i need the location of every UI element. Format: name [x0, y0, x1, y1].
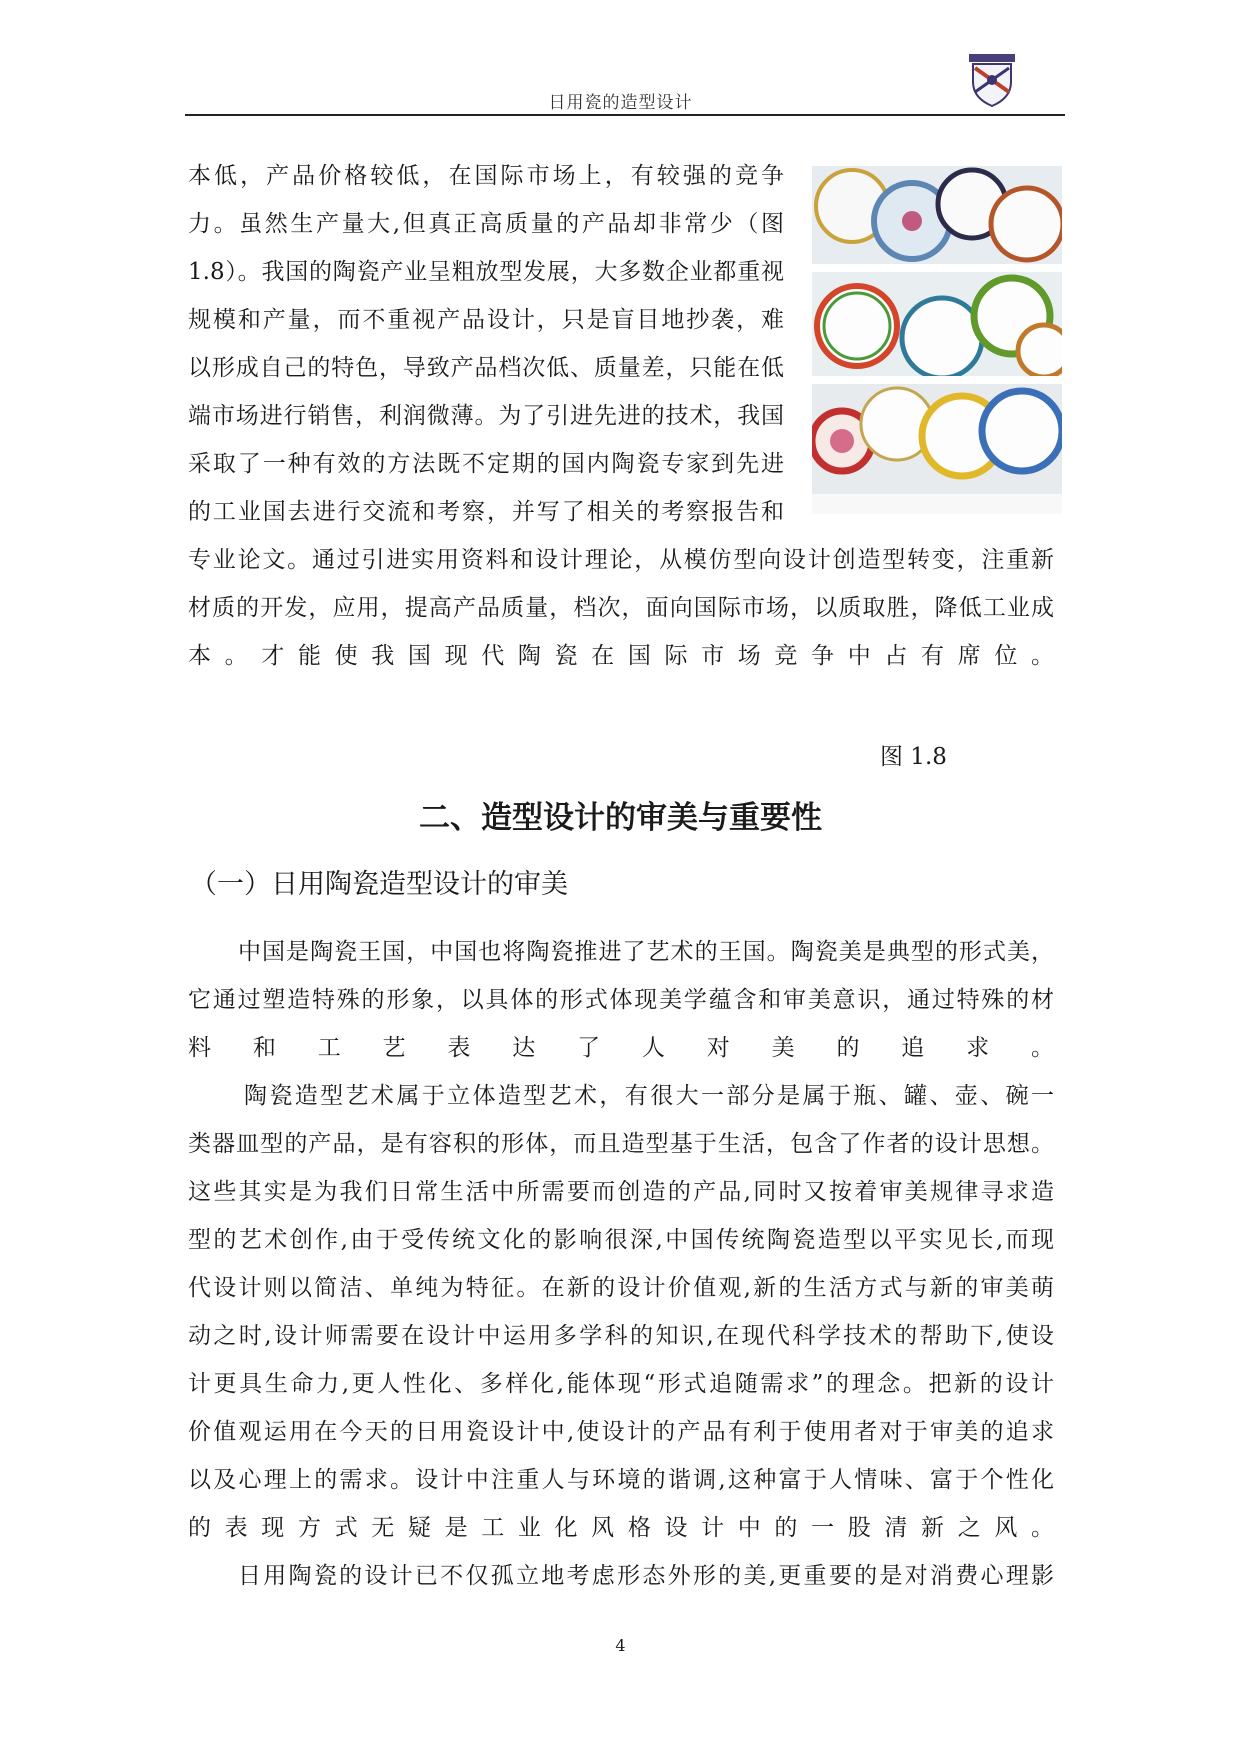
text-line: 计更具生命力,更人性化、多样化,能体现“形式追随需求”的理念。把新的设计: [188, 1371, 1054, 1397]
text-line: 本低，产品价格较低，在国际市场上，有较强的竞争: [188, 163, 784, 189]
text-line: 它通过塑造特殊的形象，以具体的形式体现美学蕴含和审美意识，通过特殊的材: [188, 987, 1054, 1013]
intro-paragraph-wrapped: [188, 152, 784, 536]
text-line: 以及心理上的需求。设计中注重人与环境的谐调,这种富于人情味、富于个性化: [188, 1467, 1054, 1493]
aesthetics-paragraph-1: [188, 928, 1054, 1072]
text-line: 代设计则以简洁、单纯为特征。在新的设计价值观,新的生活方式与新的审美萌: [188, 1275, 1054, 1301]
university-crest-logo: [967, 52, 1017, 108]
text-line: 端市场进行销售，利润微薄。为了引进先进的技术，我国: [188, 403, 784, 429]
text-line: 的表现方式无疑是工业化风格设计中的一股清新之风。: [188, 1515, 1054, 1541]
text-line: 专业论文。通过引进实用资料和设计理论，从模仿型向设计创造型转变，注重新: [188, 547, 1054, 573]
text-line: 1.8）。我国的陶瓷产业呈粗放型发展，大多数企业都重视: [188, 259, 784, 285]
text-line: 陶瓷造型艺术属于立体造型艺术，有很大一部分是属于瓶、罐、壶、碗一: [244, 1083, 1054, 1109]
page-number: 4: [615, 1636, 626, 1655]
text-line: 日用陶瓷的设计已不仅孤立地考虑形态外形的美,更重要的是对消费心理影: [238, 1563, 1054, 1589]
text-line: 本。才能使我国现代陶瓷在国际市场竞争中占有席位。: [188, 643, 1054, 669]
text-line: 以形成自己的特色，导致产品档次低、质量差，只能在低: [188, 355, 784, 381]
header-rule: [185, 114, 1065, 116]
page-header-title: 日用瓷的造型设计: [548, 93, 693, 113]
text-line: 规模和产量，而不重视产品设计，只是盲目地抄袭，难: [188, 307, 784, 333]
aesthetics-paragraph-3: [188, 1552, 1054, 1600]
text-line: 力。虽然生产量大,但真正高质量的产品却非常少（图: [188, 211, 784, 237]
text-line: 型的艺术创作,由于受传统文化的影响很深,中国传统陶瓷造型以平实见长,而现: [188, 1227, 1054, 1253]
text-line: 动之时,设计师需要在设计中运用多学科的知识,在现代科学技术的帮助下,使设: [188, 1323, 1054, 1349]
aesthetics-paragraph-2: [188, 1072, 1054, 1552]
text-line: 中国是陶瓷王国，中国也将陶瓷推进了艺术的王国。陶瓷美是典型的形式美，: [238, 939, 1054, 965]
text-line: 类器皿型的产品，是有容积的形体，而且造型基于生活，包含了作者的设计思想。: [188, 1131, 1054, 1157]
figure-plates-photo: [812, 166, 1062, 514]
text-line: 采取了一种有效的方法既不定期的国内陶瓷专家到先进: [188, 451, 784, 477]
figure-caption: 图 1.8: [880, 744, 947, 770]
text-line: 料和工艺表达了人对美的追求。: [188, 1035, 1054, 1061]
text-line: 材质的开发，应用，提高产品质量，档次，面向国际市场，以质取胜，降低工业成: [188, 595, 1054, 621]
section-heading: 二、造型设计的审美与重要性: [419, 800, 822, 836]
subsection-heading: （一）日用陶瓷造型设计的审美: [190, 869, 568, 900]
text-line: 这些其实是为我们日常生活中所需要而创造的产品,同时又按着审美规律寻求造: [188, 1179, 1054, 1205]
text-line: 的工业国去进行交流和考察，并写了相关的考察报告和: [188, 499, 784, 525]
intro-paragraph-full: [188, 536, 1054, 680]
text-line: 价值观运用在今天的日用瓷设计中,使设计的产品有利于使用者对于审美的追求: [188, 1419, 1054, 1445]
